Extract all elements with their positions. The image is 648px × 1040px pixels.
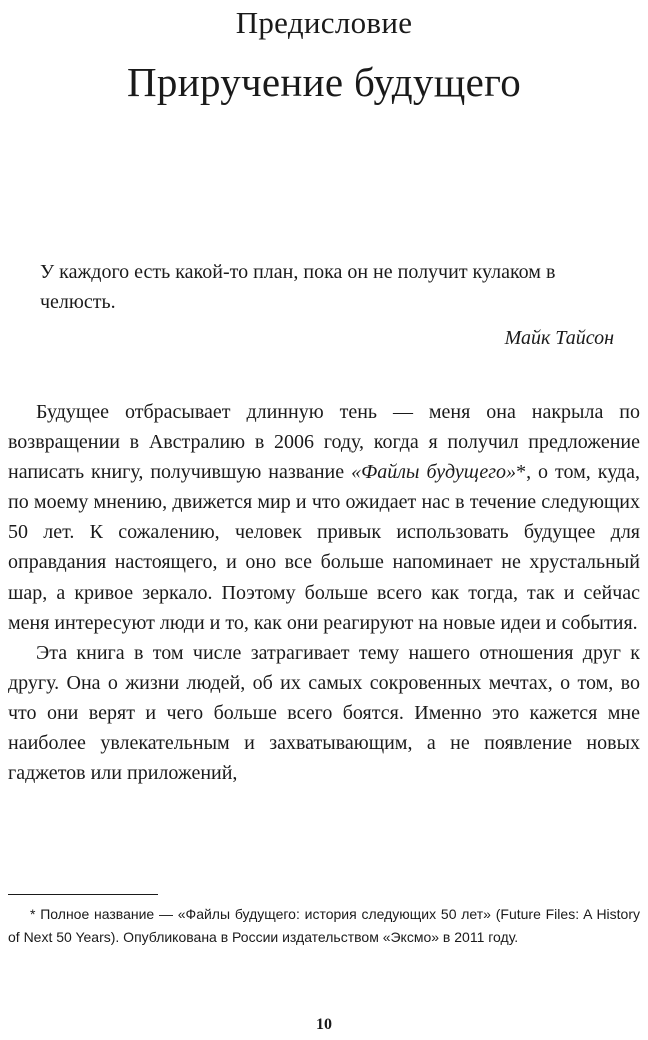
paragraph-1-end: *, о том, куда, по моему мнению, движется мир и что ожидает нас в течение следующих 50 лет. К сожалению, человек привык использовать будущее для оправдания настоящего, и оно все больше напоминает не хрустальный шар, а кривое зеркало. Поэтому больше всего как тогда, так и сейчас меня интересуют люди и то, как они реагируют на новые идеи и события. bbox=[8, 461, 640, 634]
main-text bbox=[8, 397, 640, 788]
footnote: * Полное название — «Файлы будущего: история следующих 50 лет» (Future Files: A History of Next 50 Years). Опубликована в России издательством «Эксмо» в 2011 году. bbox=[8, 906, 640, 945]
epigraph-quote: У каждого есть какой-то план, пока он не получит кулаком в челюсть. bbox=[40, 261, 556, 313]
paragraph-1-start: Будущее отбрасывает длинную тень — меня она накрыла по возвращении в Австралию в 2006 году, когда я получил предложение написать книгу, получившую название bbox=[8, 401, 640, 484]
paragraph-1 bbox=[8, 397, 640, 638]
book-title: «Файлы будущего» bbox=[351, 461, 517, 484]
section-label: Предисловие bbox=[235, 5, 413, 40]
chapter-title: Приручение будущего bbox=[127, 59, 521, 105]
epigraph-author: Майк Тайсон bbox=[504, 327, 614, 349]
paragraph-2: Эта книга в том числе затрагивает тему нашего отношения друг к другу. Она о жизни людей, об их самых сокровенных мечтах, о том, во что они верят и чего больше всего боятся. Именно это кажется мне наиболее увлекательным и захватывающим, а не появление новых гаджетов или приложений, bbox=[8, 641, 640, 785]
page-number: 10 bbox=[316, 1016, 332, 1033]
footnote-divider bbox=[8, 894, 158, 895]
